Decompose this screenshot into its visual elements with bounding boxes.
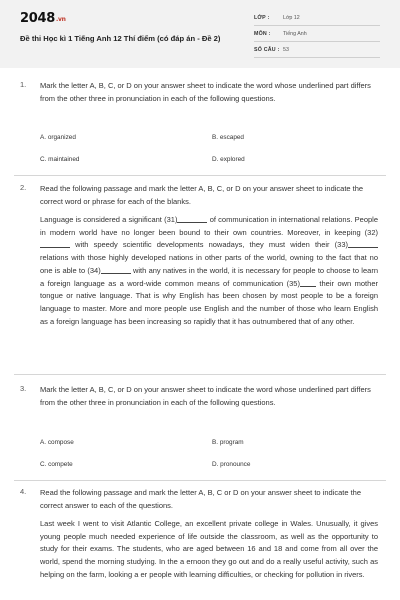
- passage-segment: with any natives in the world, it is necessary for people to choose to learn a foreign language as a word-wide common means of communication (35): [40, 265, 378, 288]
- blank-33[interactable]: [348, 240, 378, 248]
- question-text: Read the following passage and mark the letter A, B, C or D on your answer sheet to indicate the correct answer to each of the questions.: [40, 488, 362, 510]
- meta-row-class: [254, 12, 380, 26]
- question-number: 2.: [20, 183, 27, 192]
- passage-segment: their own mother tongue or native language. That is why English has been chosen by most people to be a foreign language to master. More and more people use English and the number of those who learn English as a foreign language has been increasing so rapidly that it has outnumbered that of any other.: [40, 278, 378, 326]
- document-title: Đề thi Học kì 1 Tiếng Anh 12 Thí điểm (có đáp án - Đề 2): [20, 34, 221, 43]
- question-number: 1.: [20, 80, 27, 89]
- answer-option[interactable]: B. escaped: [212, 134, 244, 141]
- meta-value: Tiếng Anh: [283, 31, 307, 37]
- blank-32[interactable]: [40, 240, 70, 248]
- blank-31[interactable]: [177, 215, 207, 223]
- site-logo[interactable]: [20, 11, 66, 26]
- answer-option[interactable]: D. pronounce: [212, 461, 251, 468]
- passage-segment: Language is considered a significant (31): [40, 215, 178, 224]
- answer-option[interactable]: C. maintained: [40, 156, 80, 163]
- question-divider: [14, 480, 386, 481]
- logo-tld: .vn: [55, 16, 66, 23]
- reading-passage: Last week I went to visit Atlantic College, an excellent private college in Wales. Unusually, it gives young people much needed experience of life outside the classroom, as well as the opportunity to study for their exams. The students, who are aged between 16 and 18 and come from all over the world, spend the morning studying. In the a ernoon they go out and do a really useful activity, such as helping on the farm, looking a er people with learning difficulties, or checking for pollution in rivers.: [40, 519, 378, 579]
- meta-label: MÔN :: [254, 31, 271, 37]
- passage-segment: with speedy scientific developments nowadays, they must widen their (33): [70, 240, 348, 250]
- passage-segment: of communication in international relations. People in modern world have no longer been bound to their own countries. Moreover, in keeping (32): [40, 215, 378, 237]
- meta-value: 53: [283, 47, 289, 53]
- meta-value: Lớp 12: [283, 15, 300, 21]
- logo-text: 2048: [20, 11, 55, 26]
- answer-option[interactable]: A. compose: [40, 439, 74, 446]
- passage-segment: relations with those highly developed nations in other parts of the world, owning to the fact that no one is able to (34): [40, 253, 378, 275]
- reading-passage: [40, 214, 378, 328]
- answer-option[interactable]: A. organized: [40, 134, 76, 141]
- answer-option[interactable]: B. program: [212, 439, 244, 446]
- answer-option[interactable]: C. compete: [40, 461, 73, 468]
- answer-option[interactable]: D. explored: [212, 156, 245, 163]
- meta-row-subject: [254, 28, 380, 42]
- meta-label: SỐ CÂU :: [254, 47, 280, 53]
- meta-row-count: [254, 44, 380, 58]
- question-text: Mark the letter A, B, C, or D on your answer sheet to indicate the word whose underlined part differs from the other three in pronunciation in each of the following questions.: [40, 385, 371, 407]
- question-divider: [14, 175, 386, 176]
- question-text: Mark the letter A, B, C, or D on your answer sheet to indicate the word whose underlined part differs from the other three in pronunciation in each of the following questions.: [40, 81, 371, 103]
- meta-label: LỚP :: [254, 15, 270, 21]
- question-text: Read the following passage and mark the letter A, B, C, or D on your answer sheet to indicate the correct word or phrase for each of the blanks.: [40, 184, 364, 206]
- question-number: 3.: [20, 384, 27, 393]
- blank-35[interactable]: [300, 279, 316, 287]
- blank-34[interactable]: [101, 266, 131, 274]
- document-header: [0, 0, 400, 68]
- question-number: 4.: [20, 487, 27, 496]
- question-divider: [14, 374, 386, 375]
